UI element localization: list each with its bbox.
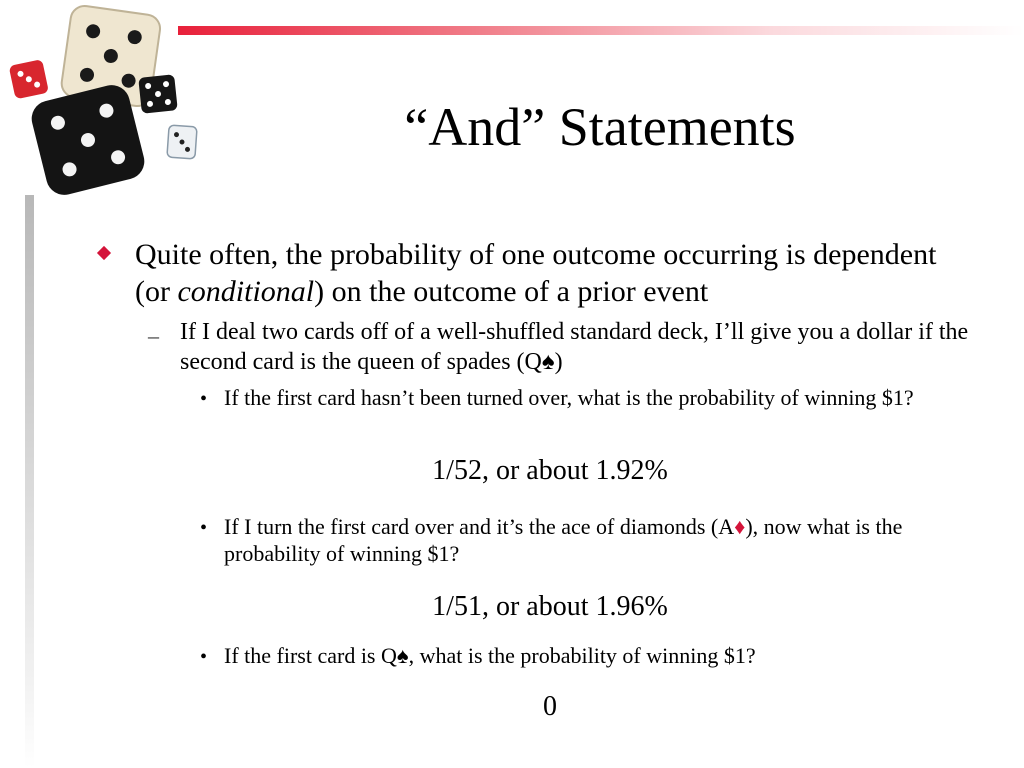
- sub-point-text-b: ): [554, 349, 563, 375]
- main-point-emphasis: conditional: [177, 275, 315, 308]
- question-3-text-b: , what is the probability of winning $1?: [408, 643, 756, 668]
- dot-bullet-icon: •: [200, 388, 208, 410]
- dot-bullet-icon: •: [200, 646, 208, 668]
- dot-bullet-icon: •: [200, 517, 208, 539]
- diamond-suit-icon: ♦: [734, 514, 746, 539]
- answer-2: 1/51, or about 1.96%: [432, 591, 668, 622]
- question-3-text-a: If the first card is Q: [224, 643, 397, 668]
- spade-suit-icon: ♠: [396, 643, 409, 668]
- question-2: [224, 513, 984, 567]
- question-3: [224, 642, 984, 669]
- question-2-text-b: ), now what is the probability of winning $1?: [224, 514, 903, 566]
- slide-title: “And” Statements: [404, 97, 796, 157]
- main-point: [135, 236, 965, 310]
- answer-1: 1/52, or about 1.92%: [432, 455, 668, 486]
- main-point-text-b: ) on the outcome of a prior event: [314, 275, 709, 308]
- dash-bullet-icon: –: [148, 323, 159, 348]
- sub-point: [180, 317, 980, 377]
- main-point-text-a: Quite often, the probability of one outcome occurring is dependent (or: [135, 238, 937, 308]
- dice-image-icon: [8, 4, 198, 196]
- diamond-bullet-icon: [97, 246, 111, 260]
- side-gray-bar: [25, 195, 34, 768]
- question-1: If the first card hasn’t been turned over, what is the probability of winning $1?: [224, 385, 914, 410]
- sub-point-text-a: If I deal two cards off of a well-shuffled standard deck, I’ll give you a dollar if the second card is the queen of spades (Q: [180, 319, 969, 375]
- spade-suit-icon: ♠: [541, 349, 555, 375]
- answer-3: 0: [543, 691, 557, 722]
- top-accent-bar: [178, 26, 1024, 35]
- question-2-text-a: If I turn the first card over and it’s the ace of diamonds (A: [224, 514, 735, 539]
